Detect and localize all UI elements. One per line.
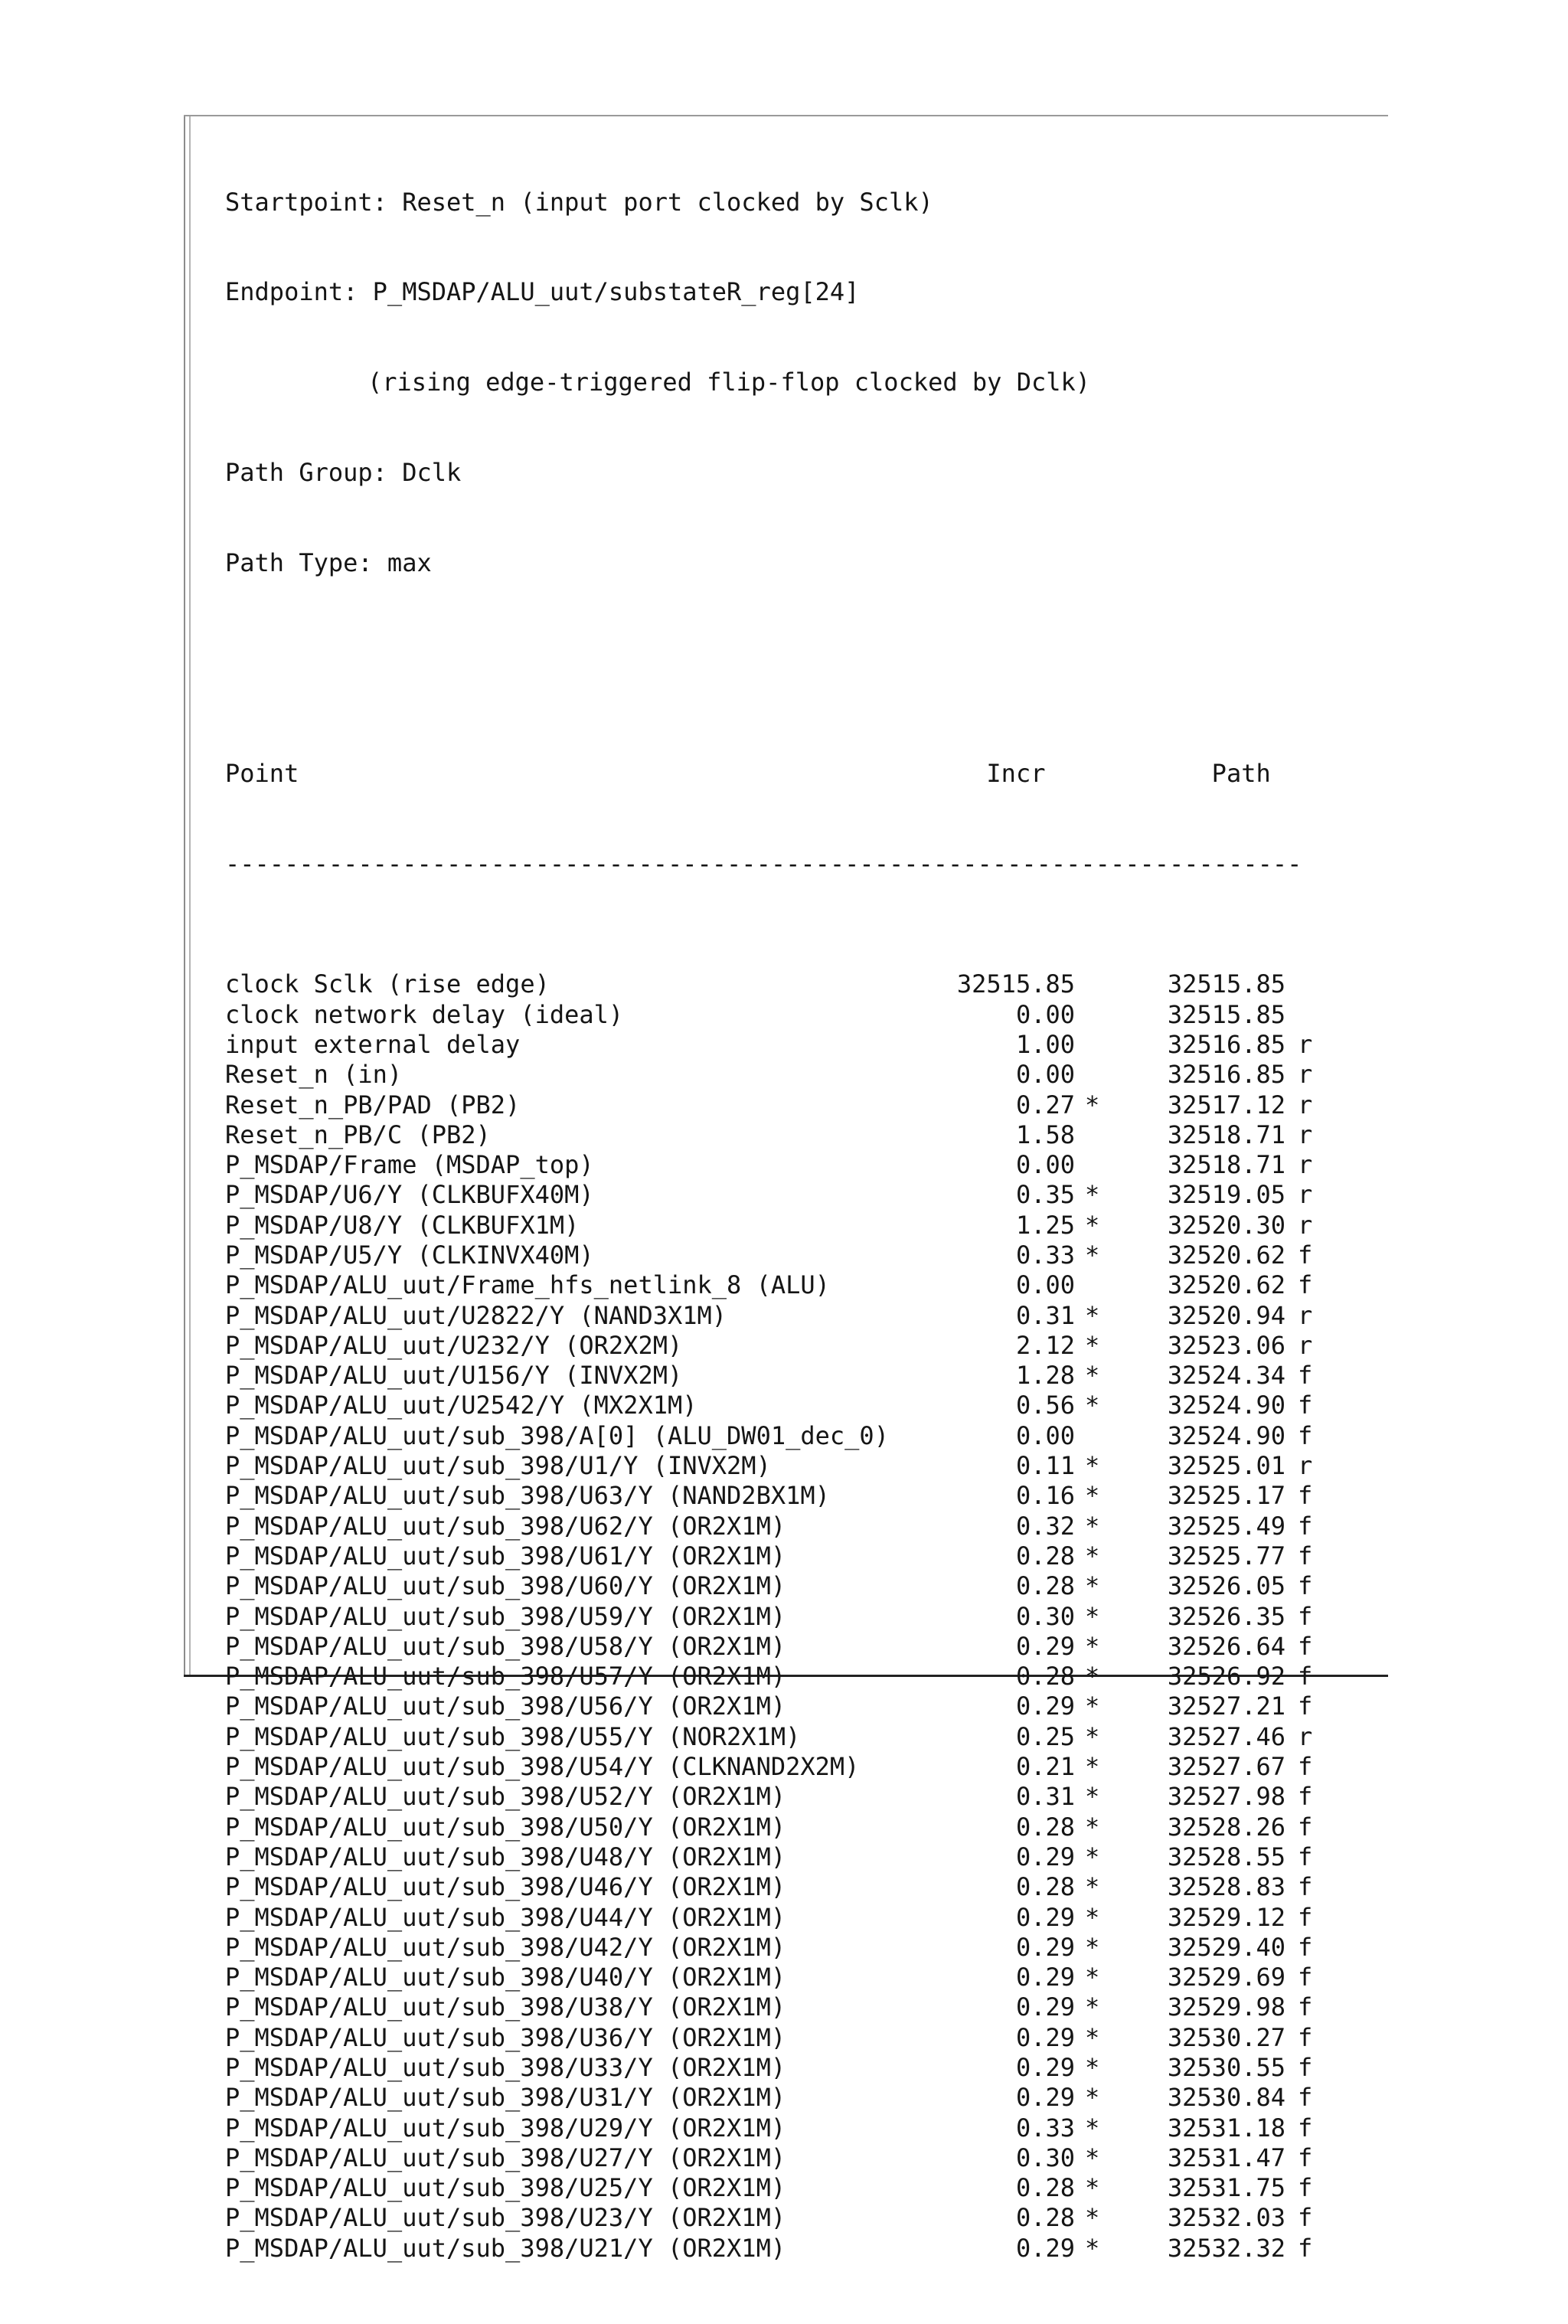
timing-row [225, 1902, 1313, 1933]
row-point: P_MSDAP/ALU_uut/sub_398/U33/Y (OR2X1M) [225, 2053, 786, 2082]
row-transition: f [1298, 1902, 1313, 1932]
row-incr: 0.30 [1015, 2143, 1075, 2172]
row-point: Reset_n (in) [225, 1060, 403, 1090]
timing-row [225, 1842, 1313, 1872]
row-star-marker: * [1085, 1090, 1100, 1120]
row-star-marker: * [1085, 1721, 1100, 1751]
row-path: 32524.34 [1167, 1361, 1285, 1391]
column-header-path [1113, 759, 1285, 789]
row-incr: 32515.85 [956, 969, 1075, 999]
row-transition: f [1298, 2203, 1313, 2233]
timing-row [225, 999, 1285, 1030]
row-transition: r [1298, 1029, 1313, 1059]
row-point: P_MSDAP/ALU_uut/U2542/Y (MX2X1M) [225, 1391, 697, 1420]
row-path: 32517.12 [1167, 1090, 1285, 1120]
timing-row [225, 1210, 1313, 1240]
timing-row [225, 1752, 1313, 1782]
row-point: P_MSDAP/ALU_uut/sub_398/U48/Y (OR2X1M) [225, 1842, 786, 1871]
row-point: P_MSDAP/ALU_uut/sub_398/U21/Y (OR2X1M) [225, 2233, 786, 2263]
row-incr: 0.28 [1015, 1662, 1075, 1692]
row-point: P_MSDAP/ALU_uut/U2822/Y (NAND3X1M) [225, 1300, 727, 1330]
row-incr: 0.28 [1015, 1872, 1075, 1902]
row-path: 32525.01 [1167, 1451, 1285, 1481]
column-header-path-label: Path [1211, 759, 1271, 789]
row-point: P_MSDAP/ALU_uut/sub_398/U25/Y (OR2X1M) [225, 2173, 786, 2203]
row-star-marker: * [1085, 1842, 1100, 1871]
row-point: P_MSDAP/ALU_uut/sub_398/U46/Y (OR2X1M) [225, 1872, 786, 1902]
row-point: P_MSDAP/ALU_uut/U232/Y (OR2X2M) [225, 1330, 683, 1360]
row-transition: r [1298, 1300, 1313, 1330]
timing-row [225, 2022, 1313, 2053]
row-path: 32519.05 [1167, 1180, 1285, 1210]
row-star-marker: * [1085, 1812, 1100, 1842]
timing-row [225, 2083, 1313, 2113]
row-transition: f [1298, 1391, 1313, 1420]
row-incr: 0.31 [1015, 1300, 1075, 1330]
row-transition: f [1298, 1812, 1313, 1842]
row-star-marker: * [1085, 1782, 1100, 1812]
row-point: P_MSDAP/ALU_uut/sub_398/U50/Y (OR2X1M) [225, 1812, 786, 1842]
row-transition: f [1298, 1692, 1313, 1721]
row-incr: 0.33 [1015, 2113, 1075, 2143]
row-star-marker: * [1085, 1361, 1100, 1391]
row-path: 32520.94 [1167, 1300, 1285, 1330]
row-transition: f [1298, 1240, 1313, 1270]
row-transition: f [1298, 2173, 1313, 2203]
row-incr: 0.29 [1015, 1842, 1075, 1871]
row-transition: f [1298, 1571, 1313, 1601]
row-transition: f [1298, 2113, 1313, 2143]
row-transition: f [1298, 1782, 1313, 1812]
timing-row [225, 2053, 1313, 2083]
row-transition: r [1298, 1210, 1313, 1240]
row-incr: 0.29 [1015, 1932, 1075, 1962]
row-star-marker: * [1085, 1752, 1100, 1782]
row-path: 32526.35 [1167, 1601, 1285, 1631]
row-incr: 0.28 [1015, 1541, 1075, 1571]
column-header-point: Point [225, 759, 299, 789]
timing-row [225, 1150, 1313, 1180]
row-transition: r [1298, 1180, 1313, 1210]
row-point: P_MSDAP/ALU_uut/sub_398/U1/Y (INVX2M) [225, 1451, 771, 1481]
row-path: 32527.46 [1167, 1721, 1285, 1751]
row-point: P_MSDAP/ALU_uut/sub_398/U57/Y (OR2X1M) [225, 1662, 786, 1692]
row-incr: 0.29 [1015, 1963, 1075, 1992]
row-star-marker: * [1085, 2233, 1100, 2263]
timing-row [225, 2173, 1313, 2203]
row-path: 32530.84 [1167, 2083, 1285, 2113]
row-transition: f [1298, 1361, 1313, 1391]
row-point: P_MSDAP/ALU_uut/sub_398/U42/Y (OR2X1M) [225, 1932, 786, 1962]
row-path: 32528.26 [1167, 1812, 1285, 1842]
timing-row [225, 1872, 1313, 1902]
separator-line: ------------------------------------------------------------------------- [225, 849, 1302, 879]
column-header-incr-label: Incr [986, 759, 1046, 789]
timing-row [225, 1932, 1313, 1963]
row-transition: f [1298, 1872, 1313, 1902]
row-point: P_MSDAP/ALU_uut/sub_398/U38/Y (OR2X1M) [225, 1992, 786, 2022]
row-transition: f [1298, 1601, 1313, 1631]
row-star-marker: * [1085, 1180, 1100, 1210]
row-point: P_MSDAP/ALU_uut/sub_398/U61/Y (OR2X1M) [225, 1541, 786, 1571]
timing-row [225, 1270, 1313, 1300]
row-path: 32527.21 [1167, 1692, 1285, 1721]
row-path: 32518.71 [1167, 1150, 1285, 1180]
row-path: 32520.62 [1167, 1270, 1285, 1300]
row-point: P_MSDAP/ALU_uut/sub_398/U62/Y (OR2X1M) [225, 1511, 786, 1541]
row-incr: 0.29 [1015, 2053, 1075, 2082]
row-point: P_MSDAP/ALU_uut/sub_398/U27/Y (OR2X1M) [225, 2143, 786, 2172]
row-star-marker: * [1085, 1662, 1100, 1692]
row-path: 32528.55 [1167, 1842, 1285, 1871]
row-star-marker: * [1085, 2113, 1100, 2143]
row-path: 32526.05 [1167, 1571, 1285, 1601]
row-incr: 1.00 [1015, 1029, 1075, 1059]
row-incr: 0.32 [1015, 1511, 1075, 1541]
row-transition: r [1298, 1120, 1313, 1149]
row-point: P_MSDAP/ALU_uut/Frame_hfs_netlink_8 (ALU) [225, 1270, 830, 1300]
row-incr: 0.29 [1015, 1902, 1075, 1932]
row-star-marker: * [1085, 1692, 1100, 1721]
row-star-marker: * [1085, 1601, 1100, 1631]
row-transition: f [1298, 1631, 1313, 1661]
row-incr: 1.28 [1015, 1361, 1075, 1391]
row-point: P_MSDAP/U5/Y (CLKINVX40M) [225, 1240, 594, 1270]
timing-row [225, 1330, 1313, 1361]
row-incr: 0.29 [1015, 1992, 1075, 2022]
timing-row [225, 1782, 1313, 1812]
timing-row [225, 2113, 1313, 2143]
row-incr: 0.33 [1015, 1240, 1075, 1270]
row-incr: 1.58 [1015, 1120, 1075, 1149]
row-star-marker: * [1085, 1240, 1100, 1270]
timing-row [225, 1631, 1313, 1662]
column-header-row [225, 759, 1274, 789]
row-incr: 0.00 [1015, 1270, 1075, 1300]
row-path: 32518.71 [1167, 1120, 1285, 1149]
row-point: P_MSDAP/ALU_uut/sub_398/U29/Y (OR2X1M) [225, 2113, 786, 2143]
row-transition: f [1298, 1842, 1313, 1871]
row-path: 32530.55 [1167, 2053, 1285, 2082]
row-incr: 0.21 [1015, 1752, 1075, 1782]
row-path: 32529.40 [1167, 1932, 1285, 1962]
timing-row [225, 1361, 1313, 1391]
timing-report-panel [184, 115, 1388, 2263]
row-path: 32528.83 [1167, 1872, 1285, 1902]
row-incr: 0.00 [1015, 1150, 1075, 1180]
timing-row [225, 1963, 1313, 1992]
row-point: P_MSDAP/ALU_uut/U156/Y (INVX2M) [225, 1361, 683, 1391]
frame-left-rule [184, 116, 185, 1675]
blank-line [225, 639, 1274, 668]
row-path: 32515.85 [1167, 969, 1285, 999]
timing-row [225, 1060, 1313, 1090]
row-point: P_MSDAP/ALU_uut/sub_398/A[0] (ALU_DW01_dec_0) [225, 1420, 889, 1450]
row-point: Reset_n_PB/C (PB2) [225, 1120, 491, 1149]
row-path: 32526.92 [1167, 1662, 1285, 1692]
row-path: 32529.98 [1167, 1992, 1285, 2022]
row-point: P_MSDAP/U8/Y (CLKBUFX1M) [225, 1210, 580, 1240]
row-incr: 0.25 [1015, 1721, 1075, 1751]
timing-row [225, 969, 1285, 999]
timing-row [225, 2203, 1313, 2233]
row-path: 32525.77 [1167, 1541, 1285, 1571]
row-incr: 0.28 [1015, 2173, 1075, 2203]
timing-row [225, 1240, 1313, 1270]
row-transition: f [1298, 1932, 1313, 1962]
row-star-marker: * [1085, 2143, 1100, 2172]
row-incr: 0.29 [1015, 1692, 1075, 1721]
row-path: 32516.85 [1167, 1060, 1285, 1090]
row-point: input external delay [225, 1029, 521, 1059]
row-transition: f [1298, 1541, 1313, 1571]
row-transition: f [1298, 1992, 1313, 2022]
row-path: 32527.67 [1167, 1752, 1285, 1782]
row-transition: r [1298, 1060, 1313, 1090]
row-path: 32532.32 [1167, 2233, 1285, 2263]
timing-row [225, 1391, 1313, 1420]
row-transition: f [1298, 2143, 1313, 2172]
row-incr: 0.28 [1015, 1571, 1075, 1601]
row-transition: f [1298, 2022, 1313, 2052]
row-transition: r [1298, 1330, 1313, 1360]
row-incr: 0.28 [1015, 1812, 1075, 1842]
row-star-marker: * [1085, 2203, 1100, 2233]
row-point: P_MSDAP/ALU_uut/sub_398/U40/Y (OR2X1M) [225, 1963, 786, 1992]
row-incr: 0.00 [1015, 1420, 1075, 1450]
timing-row [225, 1571, 1313, 1601]
row-incr: 0.28 [1015, 2203, 1075, 2233]
timing-row [225, 1511, 1313, 1541]
row-transition: f [1298, 1481, 1313, 1511]
row-path: 32525.49 [1167, 1511, 1285, 1541]
row-point: P_MSDAP/ALU_uut/sub_398/U55/Y (NOR2X1M) [225, 1721, 801, 1751]
row-path: 32531.18 [1167, 2113, 1285, 2143]
row-path: 32525.17 [1167, 1481, 1285, 1511]
row-transition: f [1298, 1420, 1313, 1450]
row-transition: f [1298, 2053, 1313, 2082]
row-path: 32516.85 [1167, 1029, 1285, 1059]
row-star-marker: * [1085, 1481, 1100, 1511]
timing-row [225, 1812, 1313, 1842]
timing-row [225, 2143, 1313, 2173]
row-point: P_MSDAP/ALU_uut/sub_398/U60/Y (OR2X1M) [225, 1571, 786, 1601]
timing-row [225, 1481, 1313, 1511]
row-incr: 1.25 [1015, 1210, 1075, 1240]
timing-row [225, 1300, 1313, 1331]
endpoint-detail-line: (rising edge-triggered flip-flop clocked by Dclk) [368, 368, 1091, 397]
row-incr: 0.11 [1015, 1451, 1075, 1481]
row-point: P_MSDAP/U6/Y (CLKBUFX40M) [225, 1180, 594, 1210]
row-transition: r [1298, 1150, 1313, 1180]
row-transition: f [1298, 1752, 1313, 1782]
row-star-marker: * [1085, 2022, 1100, 2052]
row-path: 32526.64 [1167, 1631, 1285, 1661]
timing-row [225, 1662, 1313, 1692]
row-point: P_MSDAP/ALU_uut/sub_398/U23/Y (OR2X1M) [225, 2203, 786, 2233]
row-star-marker: * [1085, 2173, 1100, 2203]
row-point: P_MSDAP/ALU_uut/sub_398/U58/Y (OR2X1M) [225, 1631, 786, 1661]
row-path: 32515.85 [1167, 999, 1285, 1029]
row-point: P_MSDAP/ALU_uut/sub_398/U54/Y (CLKNAND2X2M) [225, 1752, 860, 1782]
row-star-marker: * [1085, 1300, 1100, 1330]
row-incr: 0.31 [1015, 1782, 1075, 1812]
row-path: 32524.90 [1167, 1391, 1285, 1420]
row-transition: f [1298, 1662, 1313, 1692]
row-incr: 0.35 [1015, 1180, 1075, 1210]
row-point: P_MSDAP/ALU_uut/sub_398/U63/Y (NAND2BX1M) [225, 1481, 830, 1511]
timing-row [225, 1090, 1313, 1120]
timing-row [225, 1992, 1313, 2022]
path-group-line: Path Group: Dclk [225, 458, 462, 488]
row-point: P_MSDAP/ALU_uut/sub_398/U56/Y (OR2X1M) [225, 1692, 786, 1721]
row-point: P_MSDAP/ALU_uut/sub_398/U44/Y (OR2X1M) [225, 1902, 786, 1932]
row-point: P_MSDAP/ALU_uut/sub_398/U36/Y (OR2X1M) [225, 2022, 786, 2052]
row-path: 32529.69 [1167, 1963, 1285, 1992]
timing-row [225, 1692, 1313, 1721]
row-star-marker: * [1085, 1902, 1100, 1932]
timing-row [225, 1120, 1313, 1150]
row-path: 32530.27 [1167, 2022, 1285, 2052]
row-star-marker: * [1085, 1571, 1100, 1601]
timing-row [225, 1029, 1313, 1060]
row-star-marker: * [1085, 2053, 1100, 2082]
path-type-line: Path Type: max [225, 548, 432, 578]
row-point: Reset_n_PB/PAD (PB2) [225, 1090, 521, 1120]
row-star-marker: * [1085, 1872, 1100, 1902]
row-path: 32531.47 [1167, 2143, 1285, 2172]
row-incr: 0.30 [1015, 1601, 1075, 1631]
row-path: 32532.03 [1167, 2203, 1285, 2233]
timing-row [225, 1721, 1313, 1752]
row-point: P_MSDAP/ALU_uut/sub_398/U52/Y (OR2X1M) [225, 1782, 786, 1812]
row-path: 32520.30 [1167, 1210, 1285, 1240]
report-text [225, 127, 1313, 2324]
row-point: clock Sclk (rise edge) [225, 969, 550, 999]
row-transition: f [1298, 2233, 1313, 2263]
row-path: 32520.62 [1167, 1240, 1285, 1270]
row-star-marker: * [1085, 1992, 1100, 2022]
timing-row [225, 1451, 1313, 1481]
row-incr: 0.29 [1015, 2083, 1075, 2113]
row-path: 32524.90 [1167, 1420, 1285, 1450]
timing-row [225, 1420, 1313, 1451]
row-transition: f [1298, 2083, 1313, 2113]
row-point: P_MSDAP/ALU_uut/sub_398/U59/Y (OR2X1M) [225, 1601, 786, 1631]
row-incr: 0.00 [1015, 999, 1075, 1029]
row-path: 32527.98 [1167, 1782, 1285, 1812]
timing-rows [225, 969, 1313, 2264]
frame-inner-rule [189, 116, 191, 1675]
row-path: 32523.06 [1167, 1330, 1285, 1360]
row-point: clock network delay (ideal) [225, 999, 624, 1029]
row-incr: 0.29 [1015, 2022, 1075, 2052]
row-incr: 0.29 [1015, 2233, 1075, 2263]
row-star-marker: * [1085, 2083, 1100, 2113]
row-incr: 0.56 [1015, 1391, 1075, 1420]
row-star-marker: * [1085, 1511, 1100, 1541]
row-incr: 2.12 [1015, 1330, 1075, 1360]
row-transition: r [1298, 1090, 1313, 1120]
row-transition: r [1298, 1451, 1313, 1481]
row-incr: 0.16 [1015, 1481, 1075, 1511]
row-path: 32529.12 [1167, 1902, 1285, 1932]
row-transition: f [1298, 1270, 1313, 1300]
row-star-marker: * [1085, 1541, 1100, 1571]
endpoint-line: Endpoint: P_MSDAP/ALU_uut/substateR_reg[24] [225, 277, 860, 307]
timing-row [225, 1180, 1313, 1210]
row-transition: f [1298, 1511, 1313, 1541]
row-transition: f [1298, 1963, 1313, 1992]
row-incr: 0.00 [1015, 1060, 1075, 1090]
timing-row [225, 2233, 1313, 2264]
row-star-marker: * [1085, 1210, 1100, 1240]
row-star-marker: * [1085, 1391, 1100, 1420]
row-point: P_MSDAP/ALU_uut/sub_398/U31/Y (OR2X1M) [225, 2083, 786, 2113]
row-star-marker: * [1085, 1963, 1100, 1992]
row-transition: r [1298, 1721, 1313, 1751]
row-star-marker: * [1085, 1631, 1100, 1661]
row-incr: 0.27 [1015, 1090, 1075, 1120]
row-point: P_MSDAP/Frame (MSDAP_top) [225, 1150, 594, 1180]
row-star-marker: * [1085, 1451, 1100, 1481]
column-header-incr [887, 759, 1075, 789]
row-path: 32531.75 [1167, 2173, 1285, 2203]
row-star-marker: * [1085, 1932, 1100, 1962]
startpoint-line: Startpoint: Reset_n (input port clocked by Sclk) [225, 187, 933, 217]
row-star-marker: * [1085, 1330, 1100, 1360]
row-incr: 0.29 [1015, 1631, 1075, 1661]
timing-row [225, 1541, 1313, 1571]
timing-row [225, 1601, 1313, 1632]
